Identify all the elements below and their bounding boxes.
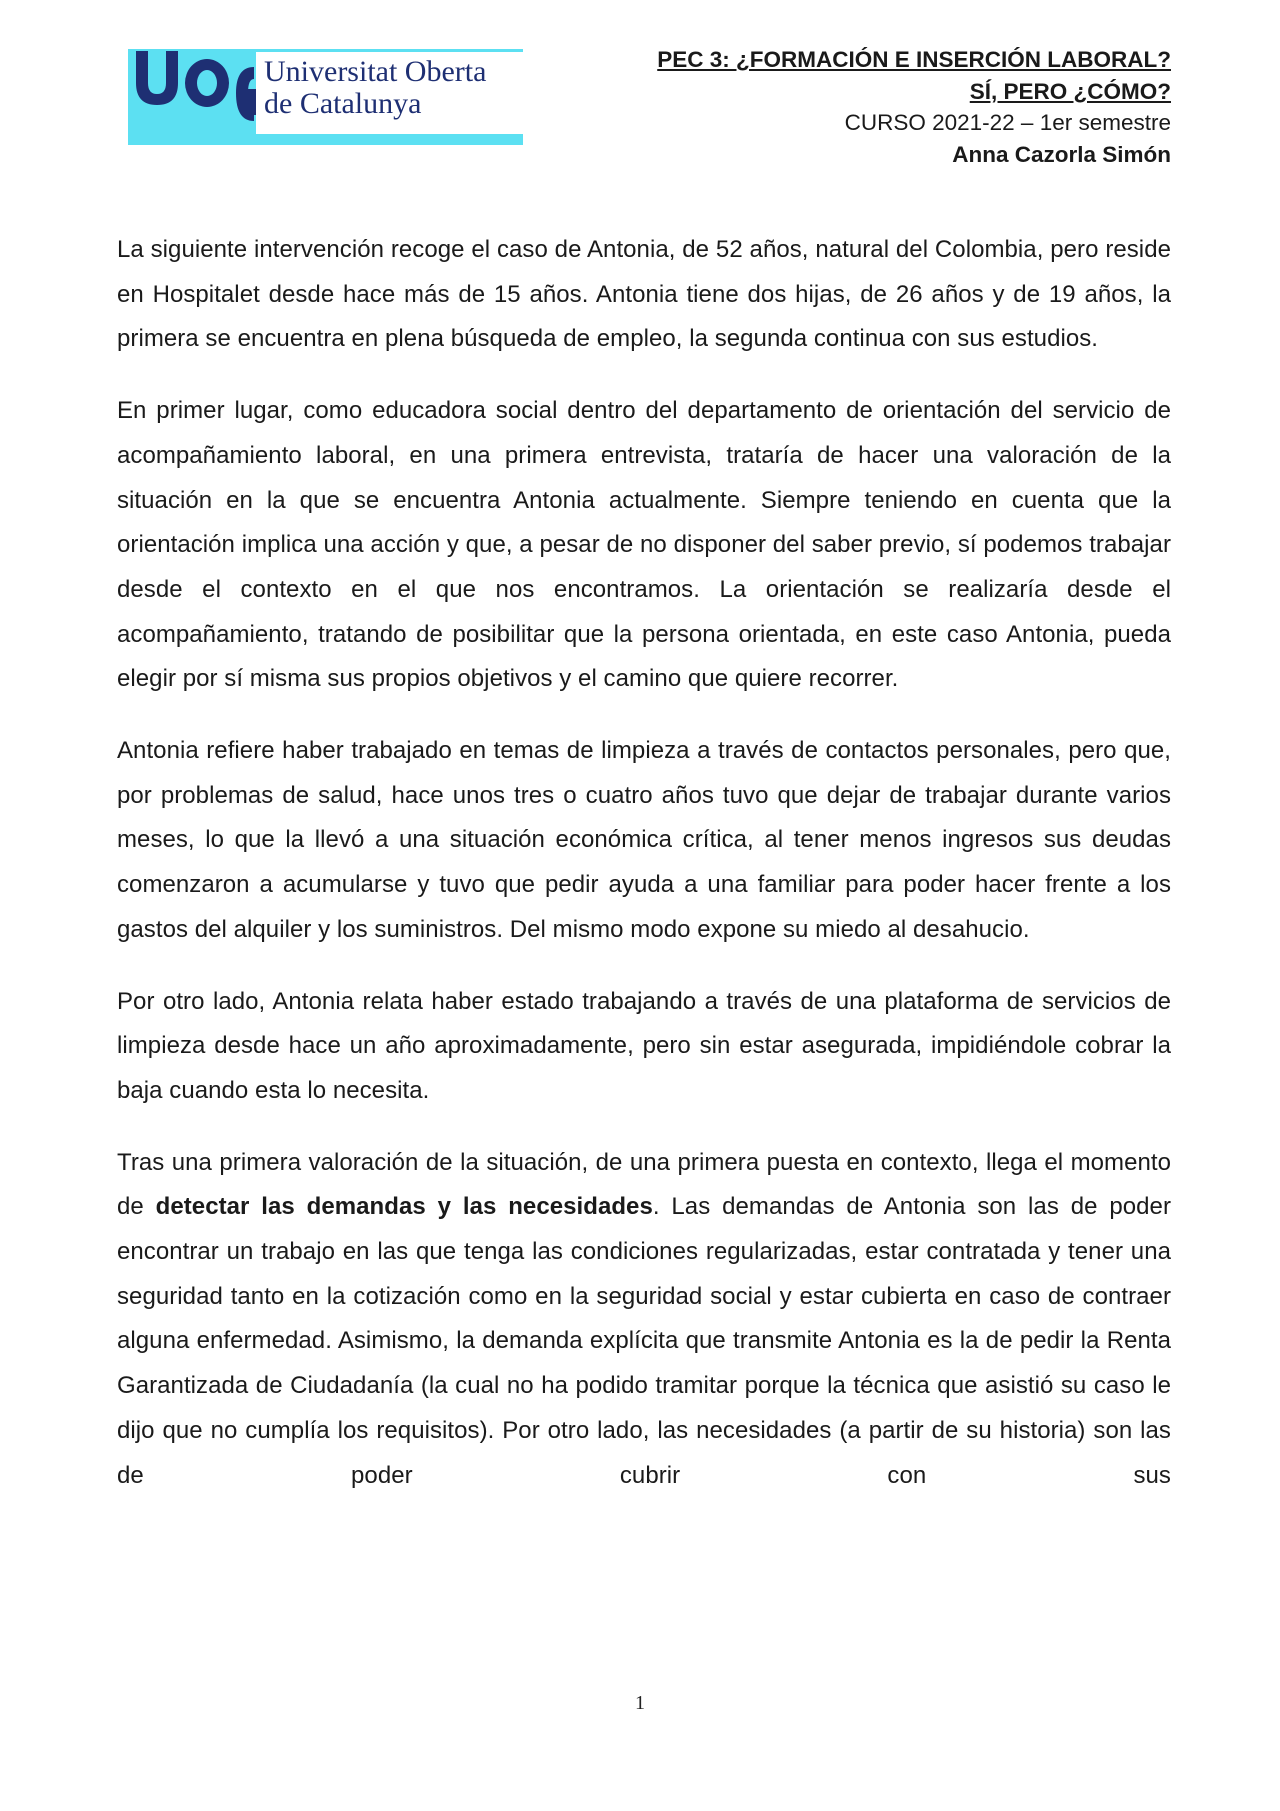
paragraph-5-emphasis: detectar las demandas y las necesidades: [155, 1193, 653, 1221]
paragraph-1: La siguiente intervención recoge el caso de Antonia, de 52 años, natural del Colombia, pero reside en Hospitalet desde hace más de 15 años. Antonia tiene dos hijas, de 26 años y de 19 años, la primera se encuentra en plena búsqueda de empleo, la segunda continua con sus estudios.: [117, 236, 1171, 353]
document-header: [551, 44, 1171, 170]
document-body: [117, 228, 1171, 1498]
page-number: 1: [635, 1692, 645, 1714]
paragraph-5-text-a: Tras una primera valoración de la situación, de una primera puesta en contexto, llega el momento de: [117, 1148, 1171, 1221]
course-info: CURSO 2021-22 – 1er semestre: [844, 110, 1171, 135]
logo-text-line2: de Catalunya: [264, 87, 422, 120]
paragraph-2: En primer lugar, como educadora social dentro del departamento de orientación del servicio de acompañamiento laboral, en una primera entrevista, trataría de hacer una valoración de la situación en la que se encuentra Antonia actualmente. Siempre teniendo en cuenta que la orientación implica una acción y que, a pesar de no disponer del saber previo, sí podemos trabajar desde el contexto en el que nos encontramos. La orientación se realizaría desde el acompañamiento, tratando de posibilitar que la persona orientada, en este caso Antonia, pueda elegir por sí misma sus propios objetivos y el camino que quiere recorrer.: [117, 397, 1171, 693]
paragraph-5-text-b: . Las demandas de Antonia son las de poder encontrar un trabajo en las que tenga las condiciones regularizadas, estar contratada y tener una seguridad tanto en la cotización como en la seguridad social y estar cubierta en caso de contraer alguna enfermedad. Asimismo, la demanda explícita que transmite Antonia es la de pedir la Renta Garantizada de Ciudadanía (la cual no ha podido tramitar porque la técnica que asistió su caso le dijo que no cumplía los requisitos). Por otro lado, las necesidades (a partir de su historia) son las de poder cubrir con sus: [117, 1193, 1171, 1489]
uoc-logo-icon: [128, 49, 523, 145]
doc-title-line1: PEC 3: ¿FORMACIÓN E INSERCIÓN LABORAL?: [657, 47, 1171, 72]
author-name: Anna Cazorla Simón: [952, 141, 1171, 167]
uoc-logo: [128, 49, 523, 145]
logo-text-line1: Universitat Oberta: [264, 55, 487, 88]
doc-title-line2: SÍ, PERO ¿CÓMO?: [969, 78, 1171, 104]
paragraph-4: Por otro lado, Antonia relata haber estado trabajando a través de una plataforma de servicios de limpieza desde hace un año aproximadamente, pero sin estar asegurada, impidiéndole cobrar la baja cuando esta lo necesita.: [117, 987, 1171, 1104]
paragraph-3: Antonia refiere haber trabajado en temas de limpieza a través de contactos personales, pero que, por problemas de salud, hace unos tres o cuatro años tuvo que dejar de trabajar durante varios meses, lo que la llevó a una situación económica crítica, al tener menos ingresos sus deudas comenzaron a acumularse y tuvo que pedir ayuda a una familiar para poder hacer frente a los gastos del alquiler y los suministros. Del mismo modo expone su miedo al desahucio.: [117, 737, 1171, 943]
paragraph-5: [117, 1141, 1171, 1499]
